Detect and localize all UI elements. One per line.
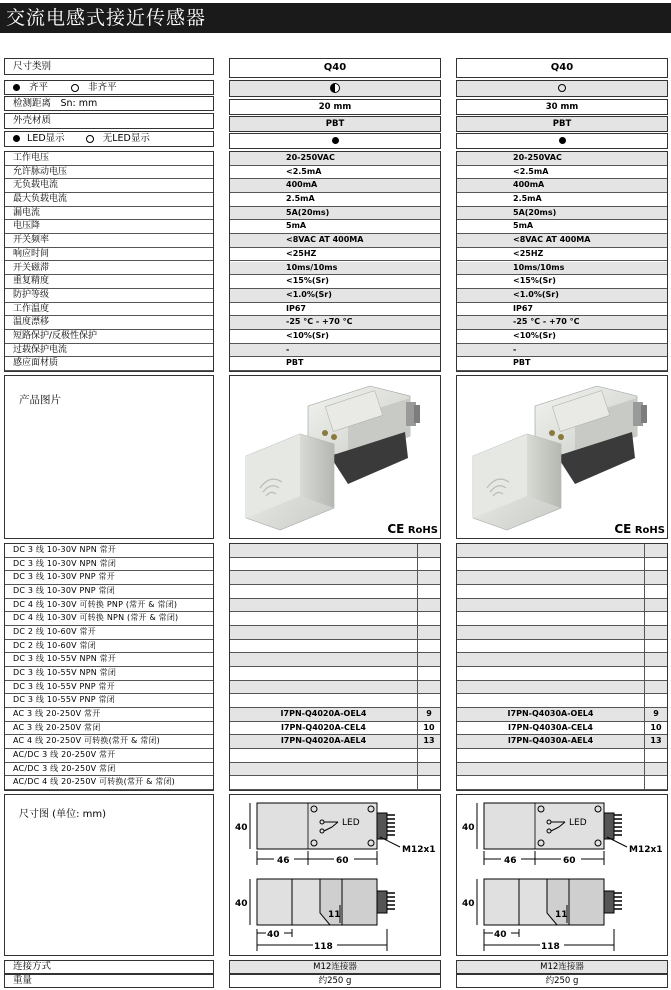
model-code <box>230 653 418 666</box>
title-bar <box>0 3 671 33</box>
dim-60: 60 <box>336 856 349 866</box>
dimension-drawing-1 <box>229 794 441 956</box>
param-value: <10%(Sr) <box>457 330 667 344</box>
model-page-number: 9 <box>653 709 659 718</box>
dimension-drawing-2 <box>456 794 668 956</box>
model-label: DC 3 线 10-55V PNP 常闭 <box>5 694 213 708</box>
model-code <box>457 653 645 666</box>
param-value: 400mA <box>230 179 440 193</box>
param-value: 20-250VAC <box>230 152 440 166</box>
col1-flush <box>229 80 441 97</box>
dim-height-side: 40 <box>462 899 475 909</box>
dim-40: 40 <box>494 930 507 940</box>
led-label: LED显示 <box>27 133 65 144</box>
model-row <box>230 749 440 763</box>
model-row <box>230 544 440 558</box>
model-row <box>457 708 667 722</box>
model-row <box>457 667 667 681</box>
dim-60: 60 <box>563 856 576 866</box>
model-row <box>457 763 667 777</box>
param-label: 短路保护/反极性保护 <box>5 330 213 344</box>
noled-ring-icon <box>86 135 94 143</box>
col2-flush <box>456 80 668 97</box>
model-row <box>457 735 667 749</box>
model-page-number <box>645 667 667 680</box>
model-code <box>230 599 418 612</box>
model-code <box>457 694 645 707</box>
model-page-number <box>418 544 440 557</box>
model-row <box>230 558 440 572</box>
model-code <box>457 585 645 598</box>
model-row <box>457 653 667 667</box>
col1-size: Q40 <box>229 58 441 78</box>
rohs-mark: RoHS <box>634 525 665 536</box>
model-row <box>230 763 440 777</box>
model-row <box>230 735 440 749</box>
led-dot-icon <box>332 137 339 144</box>
model-page-number <box>418 585 440 598</box>
param-label: 开关频率 <box>5 234 213 248</box>
model-page-number <box>418 640 440 653</box>
dim-118: 118 <box>541 942 560 952</box>
param-value: <15%(Sr) <box>230 275 440 289</box>
model-row <box>457 612 667 626</box>
param-label: 工作温度 <box>5 303 213 317</box>
model-code <box>457 626 645 639</box>
model-code <box>230 585 418 598</box>
led-legend <box>4 131 214 147</box>
param-value: 5A(20ms) <box>457 207 667 221</box>
param-value: IP67 <box>230 303 440 317</box>
nonflush-label: 非齐平 <box>88 82 117 93</box>
model-page-number <box>645 653 667 666</box>
model-code <box>230 667 418 680</box>
product-image-label: 产品图片 <box>19 394 61 406</box>
dim-height: 40 <box>235 823 248 833</box>
model-code <box>230 694 418 707</box>
param-label: 电压降 <box>5 220 213 234</box>
model-code <box>457 612 645 625</box>
model-col2-table <box>456 543 668 791</box>
col1-led <box>229 133 441 149</box>
model-row <box>457 571 667 585</box>
model-label: DC 2 线 10-60V 常开 <box>5 626 213 640</box>
col2-led <box>456 133 668 149</box>
model-page-number <box>418 558 440 571</box>
model-row <box>230 571 440 585</box>
param-value: <25HZ <box>230 248 440 262</box>
model-row <box>230 612 440 626</box>
param-value: 5A(20ms) <box>230 207 440 221</box>
dim-118: 118 <box>314 942 333 952</box>
param-label: 过载保护电流 <box>5 344 213 358</box>
param-label: 漏电流 <box>5 207 213 221</box>
half-circle-icon <box>330 83 340 93</box>
dimension-svg <box>457 795 667 955</box>
model-row <box>230 585 440 599</box>
param-label: 防护等级 <box>5 289 213 303</box>
weight-label: 重量 <box>4 974 214 988</box>
param-value: -25 °C - +70 °C <box>230 316 440 330</box>
model-code <box>230 571 418 584</box>
param-value: 2.5mA <box>457 193 667 207</box>
col2-housing: PBT <box>456 116 668 132</box>
model-row <box>230 694 440 708</box>
param-value: 400mA <box>457 179 667 193</box>
param-value: <1.0%(Sr) <box>457 289 667 303</box>
cert-marks <box>387 522 438 536</box>
model-label: AC/DC 3 线 20-250V 常闭 <box>5 763 213 777</box>
model-page-number <box>418 776 440 789</box>
param-value: <8VAC AT 400MA <box>230 234 440 248</box>
model-code <box>457 667 645 680</box>
dimension-label: 尺寸图 (单位: mm) <box>19 809 107 820</box>
param-label: 允许脉动电压 <box>5 166 213 180</box>
model-page-number: 10 <box>423 722 435 732</box>
param-value: 5mA <box>230 220 440 234</box>
param-label: 工作电压 <box>5 152 213 166</box>
housing-label: 外壳材质 <box>4 113 214 129</box>
model-row <box>457 558 667 572</box>
model-label: AC 4 线 20-250V 可转换(常开 & 常闭) <box>5 735 213 749</box>
param-value: - <box>230 344 440 358</box>
model-page-number <box>645 749 667 762</box>
model-page-number: 13 <box>423 736 435 746</box>
model-row <box>457 722 667 736</box>
param-value: <2.5mA <box>230 166 440 180</box>
param-label: 无负载电流 <box>5 179 213 193</box>
dim-11: 11 <box>555 910 568 920</box>
model-label: DC 3 线 10-55V PNP 常开 <box>5 681 213 695</box>
cert-marks <box>614 522 665 536</box>
dim-40: 40 <box>267 930 280 940</box>
model-code: I7PN-Q4030A-OEL4 <box>457 708 645 721</box>
model-code: I7PN-Q4020A-OEL4 <box>230 708 418 721</box>
model-row <box>457 694 667 708</box>
dim-11: 11 <box>328 910 341 920</box>
model-page-number <box>645 763 667 776</box>
model-row <box>457 585 667 599</box>
model-row <box>457 749 667 763</box>
model-code <box>457 544 645 557</box>
model-page-number <box>645 640 667 653</box>
param-value: <2.5mA <box>457 166 667 180</box>
param-value: <10%(Sr) <box>230 330 440 344</box>
led-dot-icon <box>559 137 566 144</box>
param-value: 2.5mA <box>230 193 440 207</box>
model-page-number <box>645 681 667 694</box>
model-row <box>230 722 440 736</box>
model-label: DC 4 线 10-30V 可转换 PNP (常开 & 常闭) <box>5 599 213 613</box>
model-page-number <box>645 694 667 707</box>
col2-connection: M12连接器 <box>456 960 668 974</box>
model-code: I7PN-Q4030A-CEL4 <box>457 722 645 735</box>
size-label: 尺寸类别 <box>4 58 214 75</box>
product-image-label-box <box>4 375 214 539</box>
param-value: 20-250VAC <box>457 152 667 166</box>
ce-mark: CE <box>614 522 632 536</box>
model-page-number <box>418 626 440 639</box>
model-row <box>230 667 440 681</box>
model-page-number <box>418 612 440 625</box>
model-page-number <box>645 612 667 625</box>
model-label: AC 3 线 20-250V 常开 <box>5 708 213 722</box>
led-dot-icon <box>13 135 20 142</box>
param-col1-table <box>229 151 441 372</box>
param-value: PBT <box>457 357 667 371</box>
model-page-number: 9 <box>426 709 432 718</box>
model-label: AC/DC 3 线 20-250V 常开 <box>5 749 213 763</box>
model-label-table <box>4 543 214 791</box>
model-code <box>457 640 645 653</box>
param-value: - <box>457 344 667 358</box>
model-row <box>457 640 667 654</box>
model-page-number <box>418 653 440 666</box>
model-row <box>457 776 667 790</box>
dim-46: 46 <box>504 856 517 866</box>
model-code <box>457 599 645 612</box>
dim-height: 40 <box>462 823 475 833</box>
model-page-number <box>645 571 667 584</box>
dim-thread: M12x1 <box>402 845 436 855</box>
model-row <box>457 599 667 613</box>
model-page-number <box>418 667 440 680</box>
model-label: AC 3 线 20-250V 常闭 <box>5 722 213 736</box>
flush-legend <box>4 80 214 95</box>
model-page-number <box>418 571 440 584</box>
model-row <box>230 640 440 654</box>
model-label: DC 3 线 10-30V NPN 常开 <box>5 544 213 558</box>
model-page-number <box>418 763 440 776</box>
model-code <box>457 763 645 776</box>
col1-weight: 约250 g <box>229 974 441 988</box>
param-value: <8VAC AT 400MA <box>457 234 667 248</box>
flush-label: 齐平 <box>29 82 49 93</box>
flush-dot-icon <box>13 84 20 91</box>
dim-led: LED <box>342 818 360 828</box>
col2-weight: 约250 g <box>456 974 668 988</box>
param-label: 重复精度 <box>5 275 213 289</box>
param-value: 10ms/10ms <box>230 262 440 276</box>
model-page-number <box>645 544 667 557</box>
model-page-number <box>418 681 440 694</box>
param-value: PBT <box>230 357 440 371</box>
model-code: I7PN-Q4030A-AEL4 <box>457 735 645 748</box>
model-code <box>457 681 645 694</box>
model-page-number: 10 <box>650 722 662 732</box>
model-row <box>457 544 667 558</box>
model-code <box>457 571 645 584</box>
model-row <box>457 626 667 640</box>
model-page-number <box>645 585 667 598</box>
model-page-number <box>418 749 440 762</box>
connection-label: 连接方式 <box>4 960 214 974</box>
param-label: 响应时间 <box>5 248 213 262</box>
sensor-photo <box>457 376 668 539</box>
model-page-number <box>645 558 667 571</box>
ring-icon <box>558 84 566 92</box>
param-label-table <box>4 151 214 372</box>
model-code <box>230 681 418 694</box>
model-page-number <box>418 694 440 707</box>
model-code <box>457 776 645 789</box>
model-code: I7PN-Q4020A-AEL4 <box>230 735 418 748</box>
param-value: <1.0%(Sr) <box>230 289 440 303</box>
param-label: 感应面材质 <box>5 357 213 371</box>
model-code <box>230 763 418 776</box>
col1-connection: M12连接器 <box>229 960 441 974</box>
sensor-photo <box>230 376 441 539</box>
model-label: DC 4 线 10-30V 可转换 NPN (常开 & 常闭) <box>5 612 213 626</box>
param-value: 10ms/10ms <box>457 262 667 276</box>
model-label: DC 3 线 10-55V NPN 常开 <box>5 653 213 667</box>
nonflush-ring-icon <box>71 84 79 92</box>
model-row <box>230 626 440 640</box>
param-value: 5mA <box>457 220 667 234</box>
dimension-label-box <box>4 794 214 956</box>
param-value: IP67 <box>457 303 667 317</box>
param-col2-table <box>456 151 668 372</box>
page-title: 交流电感式接近传感器 <box>6 7 207 29</box>
model-code <box>457 749 645 762</box>
model-row <box>230 708 440 722</box>
model-label: DC 3 线 10-30V PNP 常开 <box>5 571 213 585</box>
noled-label: 无LED显示 <box>102 133 150 144</box>
param-label: 最大负载电流 <box>5 193 213 207</box>
col1-distance: 20 mm <box>229 99 441 115</box>
model-code <box>230 626 418 639</box>
model-label: DC 3 线 10-30V NPN 常闭 <box>5 558 213 572</box>
product-photo-1 <box>229 375 441 539</box>
model-label: DC 2 线 10-60V 常闭 <box>5 640 213 654</box>
param-value: <15%(Sr) <box>457 275 667 289</box>
model-code <box>230 544 418 557</box>
dim-46: 46 <box>277 856 290 866</box>
model-page-number <box>645 776 667 789</box>
dim-led: LED <box>569 818 587 828</box>
model-row <box>230 776 440 790</box>
product-photo-2 <box>456 375 668 539</box>
param-label: 开关磁滞 <box>5 262 213 276</box>
model-code <box>230 558 418 571</box>
model-row <box>230 599 440 613</box>
col2-size: Q40 <box>456 58 668 78</box>
dim-height-side: 40 <box>235 899 248 909</box>
rohs-mark: RoHS <box>407 525 438 536</box>
model-label: DC 3 线 10-30V PNP 常闭 <box>5 585 213 599</box>
param-value: -25 °C - +70 °C <box>457 316 667 330</box>
col1-housing: PBT <box>229 116 441 132</box>
model-page-number <box>645 599 667 612</box>
model-code <box>230 749 418 762</box>
model-code <box>230 776 418 789</box>
model-page-number <box>418 599 440 612</box>
model-code <box>457 558 645 571</box>
model-page-number <box>645 626 667 639</box>
ce-mark: CE <box>387 522 405 536</box>
model-code <box>230 640 418 653</box>
model-code: I7PN-Q4020A-CEL4 <box>230 722 418 735</box>
col2-distance: 30 mm <box>456 99 668 115</box>
model-row <box>230 681 440 695</box>
dim-thread: M12x1 <box>629 845 663 855</box>
model-row <box>457 681 667 695</box>
model-label: AC/DC 4 线 20-250V 可转换(常开 & 常闭) <box>5 776 213 790</box>
param-label: 温度漂移 <box>5 316 213 330</box>
model-row <box>230 653 440 667</box>
model-code <box>230 612 418 625</box>
model-label: DC 3 线 10-55V NPN 常闭 <box>5 667 213 681</box>
model-col1-table <box>229 543 441 791</box>
model-page-number: 13 <box>650 736 662 746</box>
distance-label: 检测距离 Sn: mm <box>4 96 214 111</box>
param-value: <25HZ <box>457 248 667 262</box>
dimension-svg <box>230 795 440 955</box>
